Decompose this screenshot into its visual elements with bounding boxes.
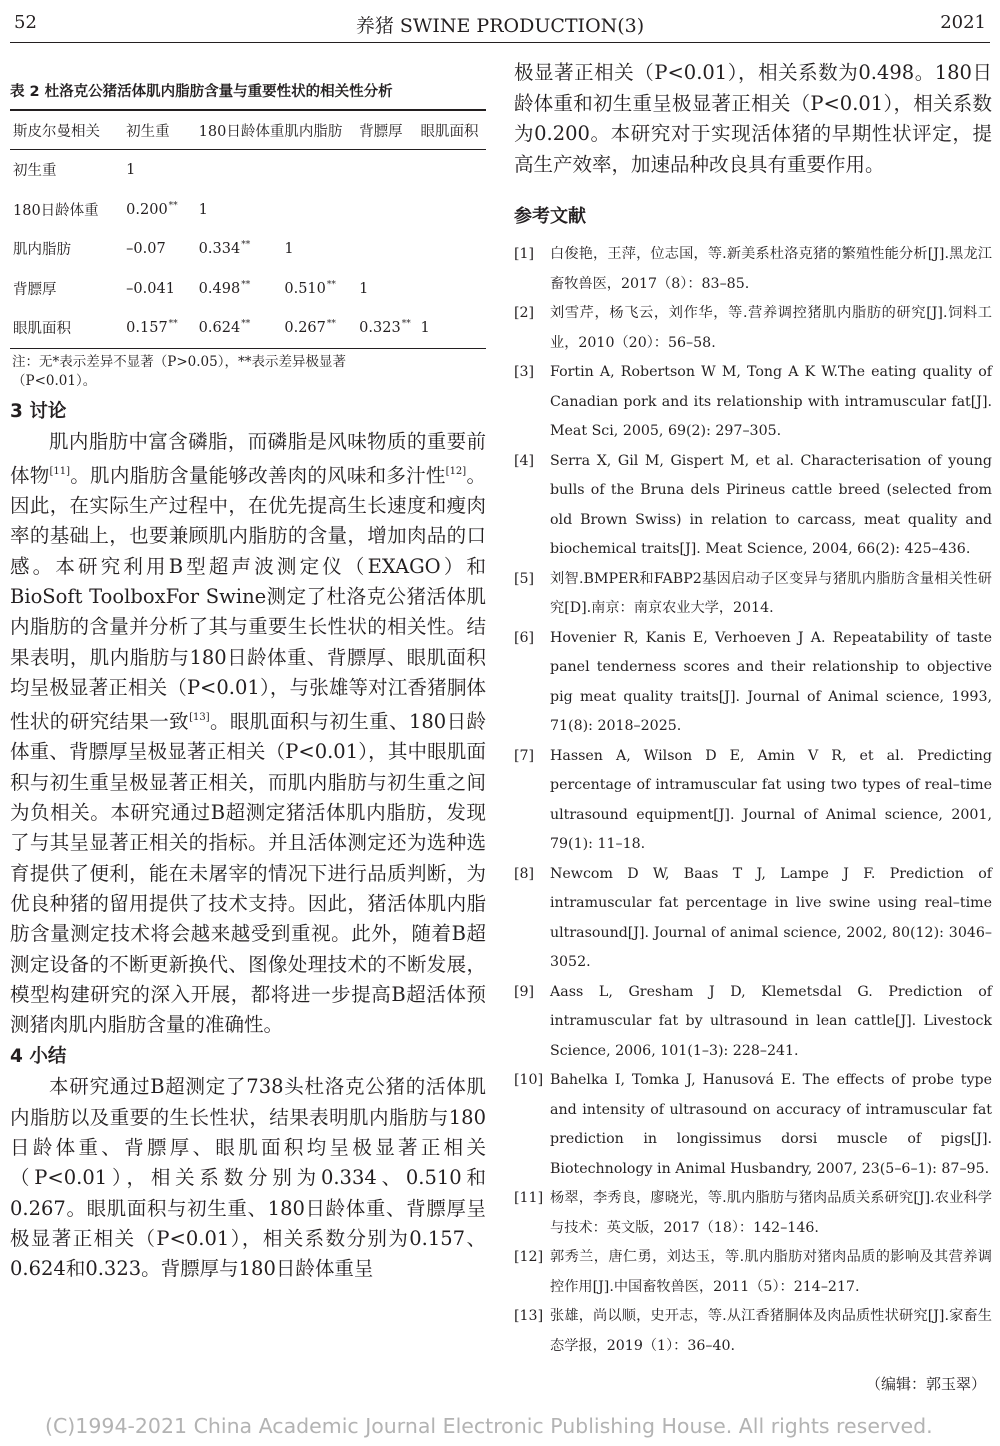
table-cell <box>359 229 420 269</box>
table-title: 表 2 杜洛克公猪活体肌内脂肪含量与重要性状的相关性分析 <box>10 84 393 100</box>
table-cell: 1 <box>126 162 136 179</box>
reference-item: [1] 白俊艳，王萍，位志国，等.新美系杜洛克猪的繁殖性能分析[J].黑龙江畜牧兽医，2017（8）：83–85. <box>514 246 992 292</box>
reference-item: [13] 张雄，尚以顺，史开志，等.从江香猪胴体及肉品质性状研究[J].家畜生态学报，2019（1）：36–40. <box>514 1308 992 1354</box>
table-row <box>10 190 486 230</box>
table-header-cell: 斯皮尔曼相关 <box>13 123 100 140</box>
table-cell <box>420 190 486 230</box>
table-cell: 1 <box>359 280 369 297</box>
reference-item: [2] 刘雪芹，杨飞云，刘作华，等.营养调控猪肌内脂肪的研究[J].饲料工业，2010（20）：56–58. <box>514 305 992 351</box>
table-row <box>10 150 486 190</box>
section-4-paragraph-continued: 极显著正相关（P<0.01），相关系数为0.498。180日龄体重和初生重呈极显著正相关（P<0.01），相关系数为0.200。本研究对于实现活体猪的早期性状评定，提高生产效率，加速品种改良具有重要作用。 <box>514 61 992 176</box>
reference-item: [11] 杨翠，李秀良，廖晓光，等.肌内脂肪与猪肉品质关系研究[J].农业科学与技术：英文版，2017（18）：142–146. <box>514 1190 992 1236</box>
table-cell <box>359 190 420 230</box>
reference-item: [12] 郭秀兰，唐仁勇，刘达玉，等.肌内脂肪对猪肉品质的影响及其营养调控作用[J].中国畜牧兽医，2011（5）：214–217. <box>514 1249 992 1295</box>
table-row <box>10 269 486 309</box>
table-cell: 0.267** <box>284 319 336 337</box>
table-row <box>10 229 486 269</box>
section-3-paragraph: 肌内脂肪中富含磷脂，而磷脂是风味物质的重要前体物[11]。肌内脂肪含量能够改善肉的风味和多汁性[12]。因此，在实际生产过程中，在优先提高生长速度和瘦肉率的基础上，也要兼顾肌内脂肪的含量，增加肉品的口感。本研究利用B型超声波测定仪（EXAGO）和BioSoft ToolboxFor Swine测定了杜洛克公猪活体肌内脂肪的含量并分析了其与重要生长性状的相关性。结果表明，肌内脂肪与180日龄体重、背膘厚、眼肌面积均呈极显著正相关（P<0.01），与张雄等对江香猪胴体性状的研究结果一致[13]。眼肌面积与初生重、180日龄体重、背膘厚呈极显著正相关（P<0.01），其中眼肌面积与初生重呈极显著正相关，而肌内脂肪与初生重之间为负相关。本研究通过B超测定猪活体肌内脂肪，发现了与其呈显著正相关的指标。并且活体测定还为选种选育提供了便利，能在未屠宰的情况下进行品质判断，为优良种猪的留用提供了技术支持。因此，猪活体肌内脂肪含量测定技术将会越来越受到重视。此外，随着B超测定设备的不断更新换代、图像处理技术的不断发展，模型构建研究的深入开展，都将进一步提高B超活体预测猪肉肌内脂肪含量的准确性。 <box>10 429 486 1037</box>
reference-item: [8] Newcom D W, Baas T J, Lampe J F. Prediction of intramuscular fat percentage in live swine using real–time ultrasound[J]. Journal of animal science, 2002, 80(12): 3046–3052. <box>514 865 992 970</box>
reference-item: [4] Serra X, Gil M, Gispert M, et al. Characterisation of young bulls of the Bruna dels Pirineus cattle breed (selected from old Brown Swiss) in relation to carcass, meat quality and biochemical traits[J]. Meat Science, 2004, 66(2): 425–436. <box>514 452 992 557</box>
row-label: 180日龄体重 <box>13 202 99 219</box>
table-cell <box>420 269 486 309</box>
reference-item: [3] Fortin A, Robertson W M, Tong A K W.The eating quality of Canadian pork and its relationship with intramuscular fat[J]. Meat Sci, 2005, 69(2): 297–305. <box>514 364 992 439</box>
table-header-cell: 180日龄体重 <box>198 123 285 140</box>
editor-credit: （编辑：郭玉翠） <box>865 1375 986 1393</box>
table-cell: 1 <box>284 241 294 258</box>
references-title: 参考文献 <box>514 206 586 227</box>
row-label: 肌内脂肪 <box>13 242 71 259</box>
section-4-title: 4 小结 <box>10 1046 67 1068</box>
table-cell: 0.200** <box>126 200 178 218</box>
table-cell <box>420 229 486 269</box>
row-label: 眼肌面积 <box>13 321 71 338</box>
table-cell: 0.334** <box>198 240 251 258</box>
table-bottom-rule <box>10 348 486 349</box>
table-cell <box>284 150 359 190</box>
table-note-line: 注：无*表示差异不显著（P>0.05），**表示差异极显著 <box>12 353 346 370</box>
table-row <box>10 308 486 348</box>
reference-item: [7] Hassen A, Wilson D E, Amin V R, et al. Predicting percentage of intramuscular fat using two types of real–time ultrasound equipment[J]. Journal of Animal science, 2001, 79(1): 11–18. <box>514 747 992 852</box>
table-cell: 0.510** <box>284 279 336 297</box>
table-note-line: （P<0.01）。 <box>12 372 97 389</box>
table-header-cell: 眼肌面积 <box>420 123 479 140</box>
table-cell: –0.041 <box>126 280 175 297</box>
table-cell: 1 <box>198 201 208 218</box>
table-cell <box>199 150 285 190</box>
table-cell: 0.157** <box>126 319 178 337</box>
table-header-row <box>10 111 486 149</box>
section-4-paragraph: 本研究通过B超测定了738头杜洛克公猪的活体肌内脂肪以及重要的生长性状，结果表明肌内脂肪与180日龄体重、背膘厚、眼肌面积均呈极显著正相关（P<0.01），相关系数分别为0.334、0.510和0.267。眼肌面积与初生重、180日龄体重、背膘厚呈极显著正相关（P<0.01），相关系数分别为0.157、0.624和0.323。背膘厚与180日龄体重呈 <box>10 1075 486 1281</box>
section-3-title: 3 讨论 <box>10 400 67 422</box>
table-header-cell: 肌内脂肪 <box>284 123 343 140</box>
row-label: 背膘厚 <box>13 281 57 298</box>
page-number: 52 <box>14 12 37 33</box>
table-cell: 1 <box>420 320 430 337</box>
table-cell: 0.624** <box>198 319 251 337</box>
header-rule <box>10 42 990 43</box>
left-column <box>10 80 486 1285</box>
table-header-cell: 背膘厚 <box>359 123 403 140</box>
reference-item: [6] Hovenier R, Kanis E, Verhoeven J A. Repeatability of taste panel tenderness scores and their relationship to objective pig meat quality traits[J]. Journal of Animal science, 1993, 71(8): 2018–2025. <box>514 629 992 734</box>
table-header-cell: 初生重 <box>126 123 170 140</box>
table-cell <box>420 150 486 190</box>
copyright-watermark: (C)1994-2021 China Academic Journal Electronic Publishing House. All rights reserved. <box>45 1414 933 1438</box>
reference-item: [10] Bahelka I, Tomka J, Hanusová E. The effects of probe type and intensity of ultrasound on accuracy of intramuscular fat prediction in longissimus dorsi muscle of pigs[J]. Biotechnology in Animal Husbandry, 2007, 23(5–6–1): 87–95. <box>514 1072 992 1177</box>
correlation-table <box>10 111 486 348</box>
table-cell: 0.323** <box>359 319 411 337</box>
row-label: 初生重 <box>13 163 57 180</box>
table-cell <box>284 190 359 230</box>
reference-item: [5] 刘智.BMPER和FABP2基因启动子区变异与猪肌内脂肪含量相关性研究[D].南京：南京农业大学，2014. <box>514 570 992 616</box>
table-cell <box>359 150 420 190</box>
journal-title: 养猪 SWINE PRODUCTION(3) <box>355 15 645 37</box>
right-column <box>514 58 992 1394</box>
table-cell: –0.07 <box>126 241 166 258</box>
reference-list <box>514 240 992 1361</box>
reference-item: [9] Aass L, Gresham J D, Klemetsdal G. Prediction of intramuscular fat by ultrasound in lean cattle[J]. Livestock Science, 2006, 101(1–3): 228–241. <box>514 983 992 1059</box>
page-header <box>0 0 1000 46</box>
issue-year: 2021 <box>940 12 986 33</box>
table-note <box>10 353 486 391</box>
table-cell: 0.498** <box>198 279 251 297</box>
